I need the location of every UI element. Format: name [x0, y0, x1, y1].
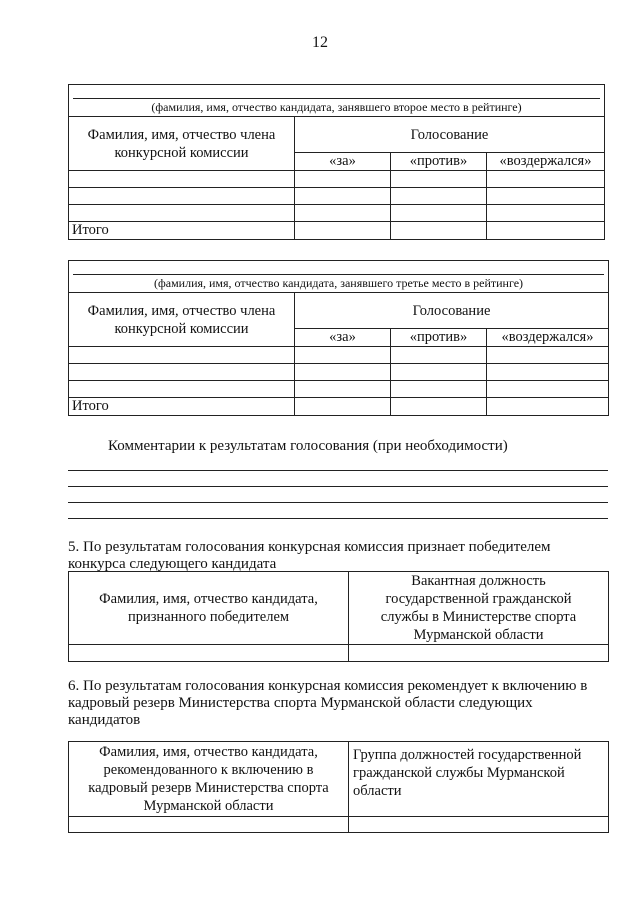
- voting-table-second-place: [68, 84, 605, 240]
- candidate-caption-cell[interactable]: [69, 261, 609, 293]
- section-5-text: 5. По результатам голосования конкурсная комиссия признает победителем конкурса следующего кандидата: [68, 539, 551, 572]
- total-abstain-cell[interactable]: [487, 222, 605, 240]
- section-6-text: 6. По результатам голосования конкурсная комиссия рекомендует к включению в кадровый резерв Министерства спорта Мурманской области следующих кандидатов: [68, 678, 588, 728]
- vote-for-cell[interactable]: [295, 381, 391, 398]
- total-abstain-cell[interactable]: [487, 398, 609, 416]
- member-name-header: Фамилия, имя, отчество члена конкурсной комиссии: [69, 117, 295, 171]
- member-name-cell[interactable]: [69, 364, 295, 381]
- vote-abstain-cell[interactable]: [487, 171, 605, 188]
- comment-line[interactable]: [68, 518, 608, 519]
- winner-name-header: Фамилия, имя, отчество кандидата, признанного победителем: [69, 572, 349, 645]
- vote-abstain-cell[interactable]: [487, 188, 605, 205]
- vote-for-cell[interactable]: [295, 205, 391, 222]
- total-for-cell[interactable]: [295, 398, 391, 416]
- total-against-cell[interactable]: [391, 222, 487, 240]
- comment-line[interactable]: [68, 486, 608, 487]
- vote-against-header: «против»: [391, 153, 487, 171]
- caption-second-place: (фамилия, имя, отчество кандидата, занявшего второе место в рейтинге): [151, 99, 522, 114]
- vote-abstain-cell[interactable]: [487, 205, 605, 222]
- table-row: [69, 645, 609, 662]
- total-row: [69, 398, 609, 416]
- comment-line[interactable]: [68, 502, 608, 503]
- reserve-candidate-header: Фамилия, имя, отчество кандидата, рекомендованного к включению в кадровый резерв Министерства спорта Мурманской области: [69, 742, 349, 817]
- vote-for-cell[interactable]: [295, 171, 391, 188]
- table-row: [69, 381, 609, 398]
- vote-for-header: «за»: [295, 153, 391, 171]
- vote-for-cell[interactable]: [295, 364, 391, 381]
- member-name-cell[interactable]: [69, 381, 295, 398]
- position-group-cell[interactable]: [349, 817, 609, 833]
- vacant-position-header: Вакантная должность государственной гражданской службы в Министерстве спорта Мурманской области: [349, 572, 609, 645]
- reserve-candidate-cell[interactable]: [69, 817, 349, 833]
- table-row: [69, 171, 605, 188]
- reserve-table: [68, 741, 609, 833]
- member-name-cell[interactable]: [69, 171, 295, 188]
- table-row: [69, 817, 609, 833]
- vote-against-header: «против»: [391, 329, 487, 347]
- table-row: [69, 364, 609, 381]
- vacant-position-cell[interactable]: [349, 645, 609, 662]
- page-number: 12: [312, 34, 328, 51]
- comment-line[interactable]: [68, 470, 608, 471]
- vote-against-cell[interactable]: [391, 188, 487, 205]
- candidate-caption-cell[interactable]: [69, 85, 605, 117]
- winner-name-cell[interactable]: [69, 645, 349, 662]
- vote-against-cell[interactable]: [391, 347, 487, 364]
- vote-for-cell[interactable]: [295, 188, 391, 205]
- caption-third-place: (фамилия, имя, отчество кандидата, занявшего третье место в рейтинге): [153, 275, 524, 290]
- total-label: Итого: [69, 222, 295, 240]
- vote-for-cell[interactable]: [295, 347, 391, 364]
- vote-abstain-cell[interactable]: [487, 364, 609, 381]
- total-against-cell[interactable]: [391, 398, 487, 416]
- member-name-cell[interactable]: [69, 188, 295, 205]
- vote-against-cell[interactable]: [391, 381, 487, 398]
- member-name-cell[interactable]: [69, 347, 295, 364]
- voting-header: Голосование: [295, 117, 605, 153]
- member-name-header: Фамилия, имя, отчество члена конкурсной комиссии: [69, 293, 295, 347]
- vote-against-cell[interactable]: [391, 171, 487, 188]
- total-for-cell[interactable]: [295, 222, 391, 240]
- comments-label: Комментарии к результатам голосования (при необходимости): [108, 438, 508, 454]
- vote-abstain-header: «воздержался»: [487, 329, 609, 347]
- vote-against-cell[interactable]: [391, 364, 487, 381]
- position-group-header: Группа должностей государственной гражданской службы Мурманской области: [349, 742, 609, 817]
- vote-against-cell[interactable]: [391, 205, 487, 222]
- total-label: Итого: [69, 398, 295, 416]
- vote-abstain-header: «воздержался»: [487, 153, 605, 171]
- vote-abstain-cell[interactable]: [487, 347, 609, 364]
- total-row: [69, 222, 605, 240]
- vote-abstain-cell[interactable]: [487, 381, 609, 398]
- table-row: [69, 188, 605, 205]
- winner-table: [68, 571, 609, 662]
- vote-for-header: «за»: [295, 329, 391, 347]
- table-row: [69, 205, 605, 222]
- table-row: [69, 347, 609, 364]
- member-name-cell[interactable]: [69, 205, 295, 222]
- voting-header: Голосование: [295, 293, 609, 329]
- voting-table-third-place: [68, 260, 609, 416]
